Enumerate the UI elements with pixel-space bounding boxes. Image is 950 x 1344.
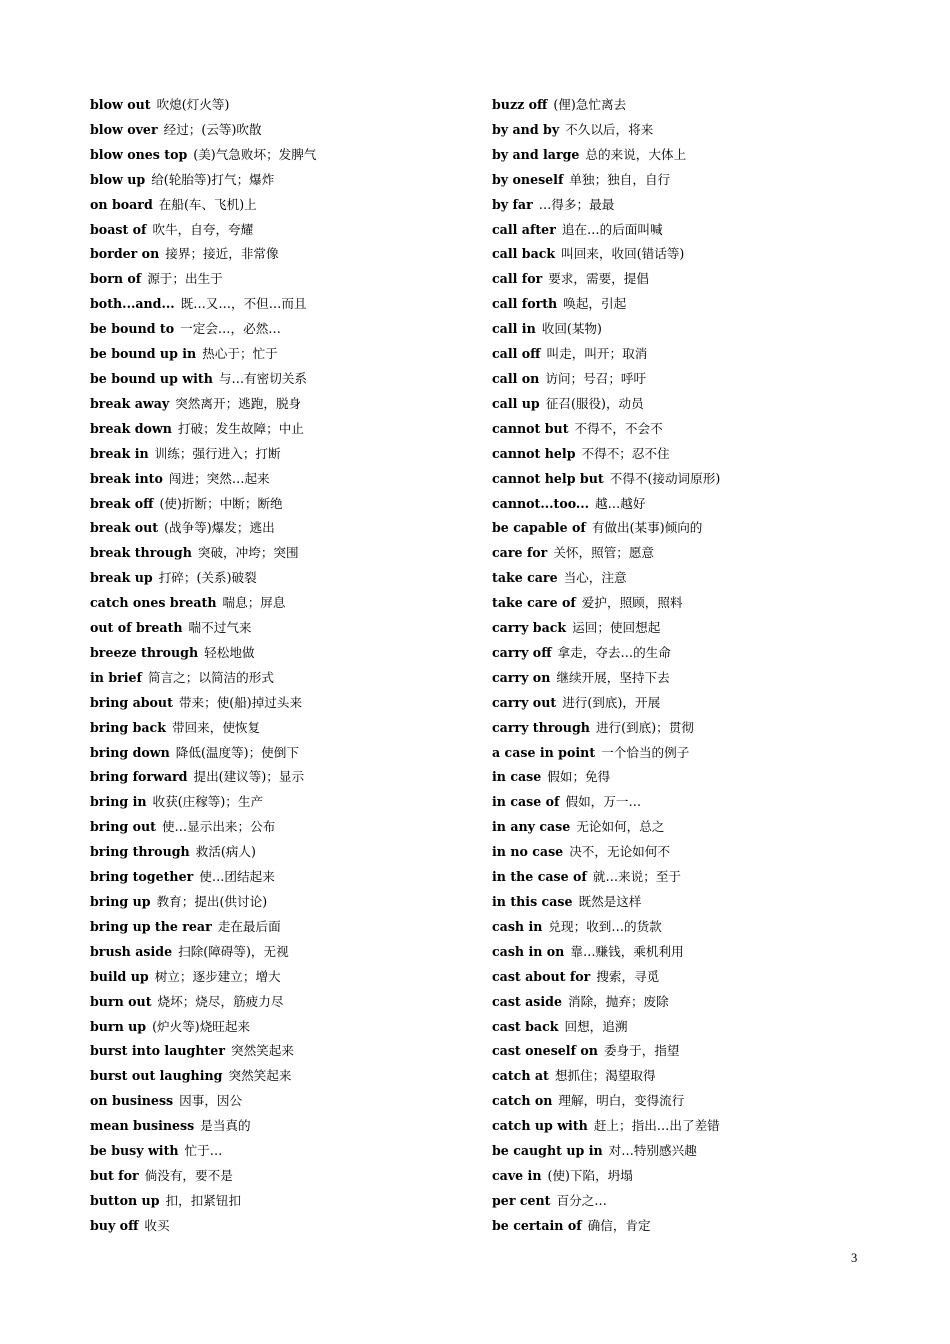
vocab-term: a case in point [492,744,596,760]
vocab-term: in case of [492,794,560,810]
vocab-term: take care of [492,595,576,611]
vocab-entry [90,367,470,392]
vocab-meaning: 热心于；忙于 [202,346,278,362]
vocab-meaning: 突然笑起来 [228,1068,292,1084]
vocab-term: bring up [90,894,151,909]
vocab-meaning: 在船(车、飞机)上 [158,196,257,212]
vocab-meaning: 使…显示出来；公布 [161,819,276,835]
vocab-meaning: 爱护，照顾，照料 [581,595,683,611]
vocab-meaning: 既…又…，不但…而且 [180,296,307,312]
vocab-term: on business [90,1093,174,1109]
vocab-term: button up [90,1192,160,1208]
vocab-term: in the case of [492,869,587,885]
vocab-entry [492,1089,912,1114]
vocab-meaning: 继续开展，坚持下去 [556,669,670,685]
vocab-entry [492,442,912,467]
vocab-entry [492,516,912,541]
vocab-entry [492,1164,912,1189]
vocab-term: but for [90,1167,139,1183]
vocab-meaning: 收获(庄稼等)；生产 [152,794,264,810]
vocab-entry [492,392,912,417]
vocab-meaning: 使…团结起来 [199,869,275,885]
vocab-meaning: 倘没有，要不是 [144,1167,233,1183]
vocab-term: breeze through [90,644,199,660]
vocab-term: be certain of [492,1217,582,1233]
vocab-meaning: 唤起，引起 [563,296,627,312]
vocab-term: blow ones top [90,146,188,162]
vocab-entry [90,516,470,541]
vocab-meaning: 假如，万一… [565,794,642,810]
vocab-entry [492,168,912,193]
vocab-meaning: 忙于… [184,1143,223,1159]
vocab-entry [492,815,912,840]
vocab-meaning: 闯进；突然…起来 [168,470,270,486]
vocab-term: cannot help [492,445,576,461]
vocab-meaning: 进行(到底)，开展 [562,694,661,710]
vocab-entry [492,118,912,143]
vocab-meaning: 源于；出生于 [147,271,223,287]
vocab-entry [90,267,470,292]
vocab-entry [492,666,912,691]
vocab-meaning: 不久以后，将来 [565,121,654,137]
vocab-entry [90,765,470,790]
vocab-term: care for [492,545,548,561]
vocab-meaning: 经过；(云等)吹散 [163,121,262,137]
vocab-entry [90,566,470,591]
vocab-term: both...and... [90,296,175,312]
vocab-term: mean business [90,1118,195,1134]
vocab-term: by far [492,196,533,212]
vocab-meaning: 兑现；收到…的货款 [548,918,662,934]
vocab-meaning: 越…越好 [595,495,646,511]
vocab-meaning: 委身于，指望 [603,1043,680,1059]
vocab-meaning: 喘息；屏息 [222,595,286,611]
vocab-entry [492,616,912,641]
vocab-entry [492,1039,912,1064]
vocab-meaning: 突然笑起来 [230,1043,294,1059]
vocab-entry [90,467,470,492]
vocab-entry [90,890,470,915]
vocab-meaning: 带来；使(船)掉过头来 [178,694,303,710]
vocab-meaning: 扣，扣紧钮扣 [165,1192,242,1208]
vocab-meaning: 带回来，使恢复 [171,719,261,735]
vocab-term: bring about [90,694,173,710]
vocab-entry [492,790,912,815]
vocab-entry [90,242,470,267]
vocab-term: by oneself [492,171,564,187]
vocab-meaning: 百分之… [556,1192,607,1208]
vocab-term: cash in on [492,943,565,959]
vocab-meaning: 靠…赚钱，乘机利用 [570,943,684,959]
vocab-term: bring forward [90,769,188,785]
vocab-entry [90,541,470,566]
vocab-term: cave in [492,1167,542,1183]
vocab-term: break out [90,520,159,536]
vocab-entry [492,218,912,243]
vocab-entry [90,193,470,218]
vocab-term: border on [90,246,160,262]
vocab-meaning: 不得不；忍不住 [581,445,670,461]
vocab-entry [90,616,470,641]
vocab-meaning: 赶上；指出…出了差错 [593,1118,720,1134]
vocab-meaning: 提出(建议等)；显示 [193,769,305,785]
vocab-entry [90,990,470,1015]
vocab-term: cast about for [492,968,591,984]
vocab-meaning: 既然是这样 [578,894,642,909]
vocab-entry [90,815,470,840]
vocab-entry [90,1189,470,1214]
vocab-term: call off [492,346,541,362]
vocab-term: carry out [492,694,557,710]
vocab-meaning: (使)下陷，坍塌 [547,1167,633,1183]
vocab-entry [90,1114,470,1139]
vocab-meaning: (炉火等)烧旺起来 [152,1018,251,1034]
vocab-term: in any case [492,819,571,835]
vocab-term: buy off [90,1217,139,1233]
vocab-entry [492,267,912,292]
vocab-meaning: 与…有密切关系 [218,370,308,386]
vocab-entry [90,143,470,168]
vocab-entry [90,392,470,417]
vocab-term: bring out [90,819,156,835]
vocab-term: cast aside [492,993,562,1009]
vocab-term: in case [492,769,542,785]
vocab-term: burn up [90,1018,147,1034]
vocab-meaning: 想抓住；渴望取得 [554,1068,656,1084]
vocab-meaning: 叫走，叫开；取消 [546,346,648,362]
vocab-entry [90,865,470,890]
vocab-entry [492,1064,912,1089]
vocab-meaning: 无论如何，总之 [576,819,665,835]
vocab-meaning: 扫除(障碍等)，无视 [178,943,289,959]
vocab-term: be capable of [492,520,586,536]
vocab-entry [492,1015,912,1040]
vocab-entry [492,541,912,566]
right-column [492,93,912,1239]
vocab-term: born of [90,271,142,287]
vocab-meaning: 救活(病人) [195,844,256,860]
vocab-term: bring through [90,844,190,860]
vocab-meaning: 总的来说，大体上 [585,146,687,162]
vocab-entry [90,591,470,616]
vocab-meaning: 突然离开；逃跑，脱身 [175,395,302,411]
vocab-entry [492,741,912,766]
vocab-meaning: 对…特别感兴趣 [608,1143,697,1159]
vocab-meaning: 有做出(某事)倾向的 [591,520,703,536]
vocab-meaning: 一定会…，必然… [180,321,281,337]
vocab-entry [492,143,912,168]
vocab-term: break in [90,445,149,461]
vocab-meaning: 一个恰当的例子 [601,744,690,760]
vocab-meaning: 不得不(接动词原形) [609,470,721,486]
vocab-entry [492,1139,912,1164]
vocab-entry [492,641,912,666]
vocab-entry [90,1214,470,1239]
vocab-term: catch on [492,1093,553,1109]
left-column [90,93,470,1239]
vocab-term: by and large [492,146,580,162]
vocab-entry [90,691,470,716]
vocab-meaning: 收回(某物) [541,321,602,337]
vocab-meaning: (战争等)爆发；逃出 [164,520,275,536]
vocab-entry [492,840,912,865]
vocab-term: bring in [90,794,147,810]
vocab-meaning: (俚)急忙离去 [553,97,627,112]
vocab-term: break away [90,395,170,411]
vocab-entry [492,990,912,1015]
vocab-entry [90,666,470,691]
vocab-term: build up [90,968,149,984]
vocab-entry [90,1015,470,1040]
vocab-meaning: 因事，因公 [179,1093,243,1109]
vocab-meaning: 决不，无论如何不 [569,844,670,860]
vocab-meaning: 降低(温度等)；使倒下 [175,744,299,760]
vocab-meaning: (美)气急败坏；发脾气 [193,146,317,162]
vocab-entry [90,492,470,517]
vocab-term: cash in [492,918,543,934]
vocab-entry [90,292,470,317]
vocab-meaning: 简言之；以简洁的形式 [147,669,274,685]
vocab-meaning: 单独；独自，自行 [569,171,671,187]
vocab-term: cannot help but [492,470,604,486]
vocab-meaning: 教育；提出(供讨论) [156,894,268,909]
vocab-entry [492,890,912,915]
vocab-term: bring together [90,869,194,885]
vocab-meaning: 吹牛，自夸，夸耀 [152,221,254,237]
vocab-entry [492,865,912,890]
vocab-entry [90,741,470,766]
vocab-meaning: 关怀，照管；愿意 [553,545,655,561]
vocab-entry [492,716,912,741]
vocab-meaning: 吹熄(灯火等) [156,97,230,112]
vocab-entry [90,641,470,666]
vocab-entry [492,93,912,118]
vocab-term: call back [492,246,556,262]
vocab-term: carry off [492,644,552,660]
vocab-entry [90,317,470,342]
vocab-meaning: 走在最后面 [217,918,281,934]
vocab-entry [492,591,912,616]
vocab-entry [492,915,912,940]
vocab-entry [90,940,470,965]
vocab-term: blow up [90,171,146,187]
vocab-entry [492,242,912,267]
vocab-meaning: 征召(服役)，动员 [545,395,644,411]
vocab-meaning: 打碎；(关系)破裂 [158,570,257,586]
vocab-term: buzz off [492,97,548,112]
vocab-meaning: 确信，肯定 [587,1217,651,1233]
vocab-meaning: 突破，冲垮；突围 [197,545,299,561]
vocab-term: in no case [492,844,564,860]
vocab-term: be bound up with [90,370,213,386]
vocab-entry [492,566,912,591]
vocab-meaning: 运回；使回想起 [572,620,661,636]
vocab-entry [90,93,470,118]
vocab-term: cast oneself on [492,1043,598,1059]
vocab-entry [492,193,912,218]
page-number: 3 [851,1251,858,1265]
vocab-entry [90,1164,470,1189]
vocab-entry [492,317,912,342]
vocab-meaning: 回想，追溯 [564,1018,628,1034]
vocab-meaning: 就…来说；至于 [592,869,681,885]
vocab-meaning: 打破；发生故障；中止 [177,420,304,436]
vocab-term: call in [492,321,536,337]
vocab-term: call on [492,370,540,386]
vocab-entry [90,218,470,243]
vocab-term: break off [90,495,154,511]
vocab-term: call after [492,221,556,237]
vocab-term: break into [90,470,163,486]
vocab-term: blow out [90,97,151,112]
vocab-term: out of breath [90,620,183,636]
vocab-entry [492,940,912,965]
vocab-meaning: 搜索，寻觅 [596,968,660,984]
vocab-meaning: 收买 [144,1217,170,1233]
vocab-entry [492,1189,912,1214]
vocab-term: be busy with [90,1143,179,1159]
vocab-entry [90,342,470,367]
vocab-entry [90,1039,470,1064]
vocab-term: catch ones breath [90,595,217,611]
vocab-entry [90,1089,470,1114]
vocab-meaning: …得多；最最 [538,196,615,212]
vocab-entry [492,417,912,442]
vocab-term: call up [492,395,540,411]
vocab-entry [492,492,912,517]
vocab-term: bring back [90,719,166,735]
vocab-term: cast back [492,1018,559,1034]
vocab-term: burst into laughter [90,1043,225,1059]
vocab-entry [492,292,912,317]
vocab-term: break through [90,545,192,561]
vocab-term: catch up with [492,1118,588,1134]
vocab-meaning: 是当真的 [200,1118,251,1134]
vocab-entry [492,691,912,716]
vocab-entry [492,467,912,492]
vocab-entry [492,367,912,392]
vocab-meaning: 叫回来，收回(错话等) [561,246,685,262]
vocab-entry [90,417,470,442]
vocab-meaning: 假如；免得 [547,769,611,785]
vocab-term: per cent [492,1192,551,1208]
vocab-term: burn out [90,993,152,1009]
vocab-term: be caught up in [492,1143,603,1159]
vocab-entry [90,118,470,143]
vocab-term: break up [90,570,153,586]
vocab-term: burst out laughing [90,1068,223,1084]
vocab-term: bring up the rear [90,918,212,934]
vocab-entry [492,765,912,790]
vocab-meaning: 训练；强行进入；打断 [154,445,281,461]
vocab-term: on board [90,196,153,212]
vocab-entry [90,915,470,940]
vocab-meaning: 消除，抛弃；废除 [567,993,669,1009]
vocab-term: carry through [492,719,590,735]
vocab-meaning: 当心，注意 [563,570,627,586]
vocab-meaning: 拿走，夺去…的生命 [557,644,671,660]
vocab-term: blow over [90,121,158,137]
vocab-meaning: 追在…的后面叫喊 [561,221,663,237]
vocab-term: in this case [492,894,573,909]
vocab-term: call forth [492,296,558,312]
vocab-meaning: 树立；逐步建立；增大 [154,968,281,984]
vocab-term: carry on [492,669,551,685]
vocab-term: break down [90,420,172,436]
vocab-term: call for [492,271,543,287]
vocab-term: catch at [492,1068,549,1084]
vocab-entry [90,1139,470,1164]
vocab-meaning: 接界；接近，非常像 [165,246,279,262]
vocab-term: be bound to [90,321,175,337]
vocab-meaning: 访问；号召；呼吁 [545,370,647,386]
vocab-entry [90,168,470,193]
vocab-term: boast of [90,221,147,237]
vocab-term: be bound up in [90,346,197,362]
vocab-meaning: 进行(到底)；贯彻 [595,719,694,735]
vocab-term: take care [492,570,558,586]
vocab-term: by and by [492,121,560,137]
vocab-entry [492,965,912,990]
vocab-meaning: 轻松地做 [204,644,255,660]
vocab-entry [90,790,470,815]
vocab-meaning: 不得不，不会不 [574,420,663,436]
vocab-entry [90,1064,470,1089]
vocab-meaning: 要求，需要，提倡 [548,271,649,287]
vocab-meaning: 理解，明白，变得流行 [558,1093,685,1109]
vocab-meaning: 给(轮胎等)打气；爆炸 [151,171,275,187]
vocab-term: cannot but [492,420,569,436]
vocab-meaning: (使)折断；中断；断绝 [159,495,283,511]
vocab-entry [492,1214,912,1239]
vocab-entry [492,1114,912,1139]
vocab-term: brush aside [90,943,173,959]
vocab-entry [90,442,470,467]
vocab-entry [90,840,470,865]
vocab-meaning: 烧坏；烧尽，筋疲力尽 [157,993,284,1009]
vocab-entry [492,342,912,367]
vocab-term: in brief [90,669,142,685]
vocab-term: carry back [492,620,567,636]
vocab-meaning: 喘不过气来 [188,620,252,636]
vocab-entry [90,965,470,990]
vocab-entry [90,716,470,741]
vocab-term: bring down [90,744,170,760]
vocab-term: cannot...too... [492,495,590,511]
